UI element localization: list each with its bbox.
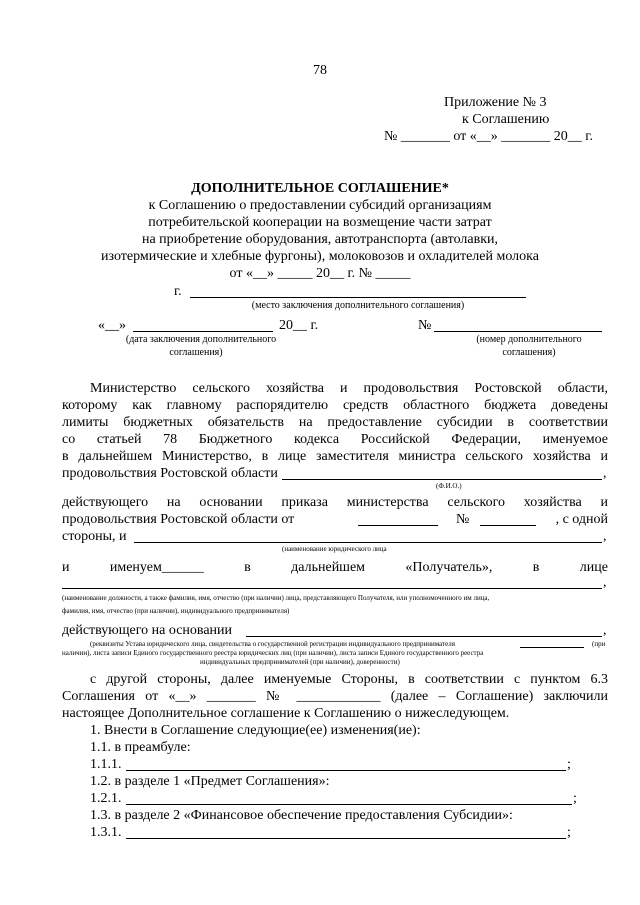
- date-prefix: «__»: [98, 318, 126, 333]
- number-blank: [434, 331, 602, 332]
- para1-line-5: в дальнейшем Министерство, в лице заместителя министра сельского хозяйства и: [62, 449, 608, 464]
- para1-line-1: Министерство сельского хозяйства и продовольствия Ростовской области,: [90, 381, 608, 396]
- title-line-1: к Соглашению о предоставлении субсидий организациям: [148, 198, 492, 213]
- item-1-2: 1.2. в разделе 1 «Предмет Соглашения»:: [90, 774, 330, 789]
- title-line-2: потребительской кооперации на возмещение части затрат: [148, 215, 492, 230]
- item-1-1-1: 1.1.1.: [90, 757, 122, 772]
- fio-caption: (Ф.И.О.): [436, 482, 462, 490]
- place-blank: [190, 297, 526, 298]
- rep-caption-2: фамилия, имя, отчество (при наличии), индивидуального предпринимателя): [62, 607, 290, 615]
- item-1-2-1: 1.2.1.: [90, 791, 122, 806]
- para1-line-2: которому как главному распорядителю средств областного бюджета доведены: [62, 398, 608, 413]
- prod-line-c: , с одной: [555, 512, 608, 527]
- number-caption-2: соглашения): [502, 347, 556, 358]
- basis-end: ,: [603, 623, 607, 638]
- document-title: ДОПОЛНИТЕЛЬНОЕ СОГЛАШЕНИЕ*: [191, 181, 449, 196]
- item-1-1: 1.1. в преамбуле:: [90, 740, 191, 755]
- item-1-3: 1.3. в разделе 2 «Финансовое обеспечение предоставления Субсидии»:: [90, 808, 513, 823]
- basis-blank: [246, 636, 602, 637]
- para1-last-end: ,: [603, 466, 607, 481]
- named-line: [62, 559, 608, 576]
- appendix-line-1: Приложение № 3: [444, 95, 547, 110]
- appendix-line-2: к Соглашению: [462, 112, 550, 127]
- named-word-5: «Получатель»,: [405, 560, 493, 575]
- basis-caption-blank: [520, 647, 584, 648]
- org-name-blank: [134, 542, 602, 543]
- side-line-end: ,: [603, 529, 607, 544]
- basis-caption-3: индивидуальных предпринимателей (при наличии), доверенности): [200, 658, 400, 666]
- rep-caption-1: (наименование должности, а также фамилия, имя, отчество (при наличии) лица, представляющего Получателя, или уполномоченного им лица,: [62, 594, 490, 602]
- para1-line-4: со статьей 78 Бюджетного кодекса Российской Федерации, именуемое: [62, 432, 608, 447]
- side-line-prefix: стороны, и: [62, 529, 127, 544]
- basis-prefix: действующего на основании: [62, 623, 233, 638]
- item-1-2-1-end: ;: [573, 791, 577, 806]
- item-1-3-1: 1.3.1.: [90, 825, 122, 840]
- prod-line-b: №: [456, 512, 470, 527]
- para2-line-1: с другой стороны, далее именуемые Стороны, в соответствии с пунктом 6.3: [90, 672, 608, 687]
- basis-caption-1: (реквизиты Устава юридического лица, свидетельства о государственной регистрации индивидуального предпринимателя: [90, 640, 455, 648]
- para1-last: продовольствия Ростовской области: [62, 466, 278, 481]
- named-end: ,: [603, 575, 607, 590]
- prod-line-a: продовольствия Ростовской области от: [62, 512, 295, 527]
- place-caption: (место заключения дополнительного соглашения): [251, 300, 465, 311]
- org-caption: (наименование юридического лица: [282, 545, 387, 553]
- named-word-1: и: [62, 560, 70, 575]
- place-prefix: г.: [174, 284, 182, 299]
- title-line-3: на приобретение оборудования, автотранспорта (автолавки,: [141, 232, 499, 247]
- order-number-blank: [480, 525, 536, 526]
- named-word-3: в: [244, 560, 251, 575]
- item-1-1-1-end: ;: [567, 757, 571, 772]
- title-line-4: изотермические и хлебные фургоны), молоковозов и охладителей молока: [101, 249, 539, 264]
- date-suffix: 20__ г.: [279, 318, 319, 333]
- acting-line: действующего на основании приказа министерства сельского хозяйства и: [62, 495, 608, 510]
- date-caption-1: (дата заключения дополнительного: [125, 334, 277, 345]
- number-caption-1: (номер дополнительного: [476, 334, 582, 345]
- item-1-1-1-blank: [126, 770, 566, 771]
- item-1-3-1-blank: [126, 838, 566, 839]
- named-word-2: именуем______: [109, 560, 204, 575]
- item-1-2-1-blank: [126, 804, 572, 805]
- para1-line-3: лимиты бюджетных обязательств на предоставление субсидии в соответствии: [62, 415, 608, 430]
- item-1-3-1-end: ;: [567, 825, 571, 840]
- date-blank: [133, 331, 273, 332]
- fio-blank: [282, 479, 602, 480]
- appendix-line-3: № _______ от «__» _______ 20__ г.: [384, 129, 593, 144]
- representative-blank: [62, 588, 602, 589]
- item-1: 1. Внести в Соглашение следующие(ее) изменения(ие):: [90, 723, 421, 738]
- basis-caption-1-end: (при: [592, 640, 606, 648]
- named-word-6: в: [532, 560, 540, 575]
- para2-line-2: Соглашения от «__» _______ № ____________ (далее – Соглашение) заключили: [62, 689, 608, 704]
- named-word-4: дальнейшем: [291, 560, 366, 575]
- order-date-blank: [358, 525, 438, 526]
- number-prefix: №: [418, 318, 432, 333]
- title-line-5: от «__» _____ 20__ г. № _____: [229, 266, 411, 281]
- para2-last: настоящее Дополнительное соглашение к Соглашению о нижеследующем.: [62, 706, 510, 721]
- named-word-7: лице: [579, 560, 608, 575]
- page-number: 78: [313, 63, 327, 78]
- basis-caption-2: наличии), листа записи Единого государственного реестра юридических лиц (при наличии), листа записи Единого государственного реестра: [62, 649, 484, 657]
- date-caption-2: соглашения): [169, 347, 223, 358]
